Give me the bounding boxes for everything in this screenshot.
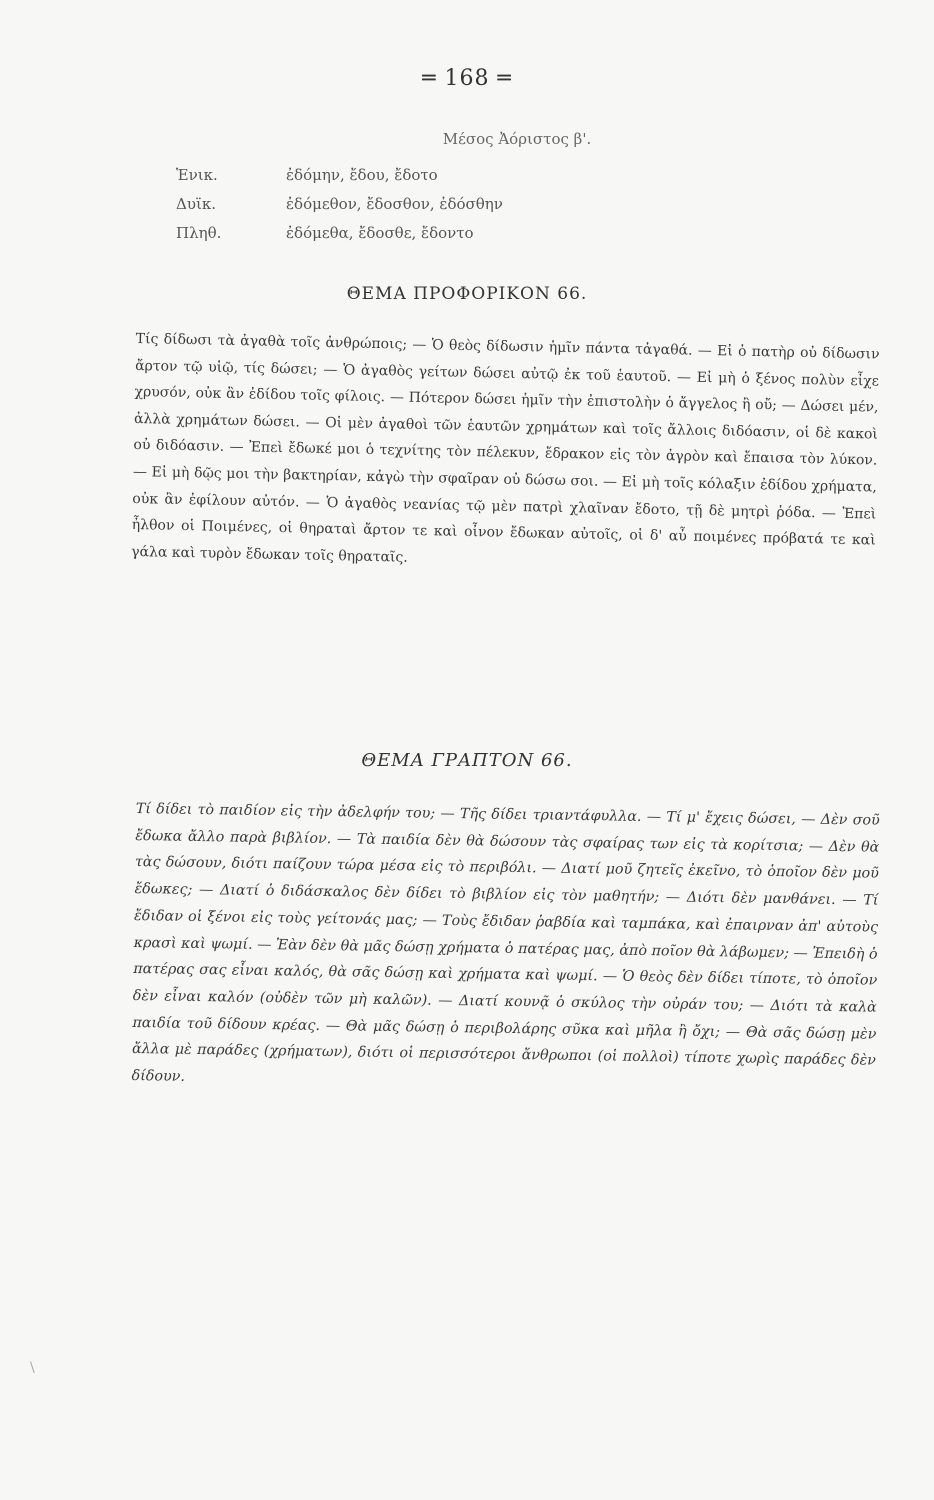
oral-exercise-text: Τίς δίδωσι τὰ ἀγαθὰ τοῖς ἀνθρώποις; — Ὁ θεὸς δίδωσιν ἡμῖν πάντα τἀγαθά. — Εἰ ὁ πατὴρ οὐ δίδωσιν ἄρτον τῷ υἱῷ, τίς δώσει; — Ὁ ἀγαθὸς γείτων δώσει αὐτῷ ἐκ τοῦ ἑαυτοῦ. — Εἰ μὴ ὁ ξένος πολὺν εἶχε χρυσόν, οὐκ ἂν ἐδίδου τοῖς φίλοις. — Πότερον δώσει ἡμῖν τὴν ἐπιστολὴν ὁ ἄγγελος ἢ οὔ; — Δώσει μέν, ἀλλὰ χρημάτων δώσει. — Οἱ μὲν ἀγαθοὶ τῶν ἑαυτῶν χρημάτων καὶ τοῖς ἄλλοις διδόασιν, οἱ δὲ κακοὶ οὐ διδόασιν. — Ἐπεὶ ἔδωκέ μοι ὁ τεχνίτης τὸν πέλεκυν, ἔδρακον εἰς τὸν ἀγρὸν καὶ ἔπαισα τὸν λύκον. — Εἰ μὴ δῷς μοι τὴν βακτηρίαν, κἀγὼ τὴν σφαῖραν οὐ δώσω σοι. — Εἰ μὴ τοῖς κόλαξιν ἐδίδου χρήματα, οὐκ ἂν ἐφίλουν αὐτόν. — Ὁ ἀγαθὸς νεανίας τῷ μὲν πατρὶ χλαῖναν ἔδοτο, τῇ δὲ μητρὶ ῥόδα. — Ἐπεὶ ἦλθον οἱ Ποιμένες, οἱ θηραταὶ ἄρτον τε καὶ οἶνον ἔδωκαν αὐτοῖς, οἱ δ' αὖ ποιμένες πρόβατά τε καὶ γάλα καὶ τυρὸν ἔδωκαν τοῖς θηραταῖς. <box>131 330 880 566</box>
conjugation-row-plural <box>176 224 736 253</box>
tense-heading: Μέσος Ἀόριστος β'. <box>442 130 592 148</box>
conjugation-label: Πληθ. <box>176 224 222 242</box>
conjugation-table <box>176 166 736 253</box>
conjugation-forms: ἐδόμεθα, ἔδοσθε, ἔδοντο <box>286 224 474 242</box>
conjugation-row-singular <box>176 166 736 195</box>
conjugation-row-dual <box>176 195 736 224</box>
oral-exercise-title: ΘΕΜΑ ΠΡΟΦΟΡΙΚΟΝ 66. <box>346 284 588 304</box>
conjugation-label: Δυϊκ. <box>176 195 216 213</box>
written-exercise-title: ΘΕΜΑ ΓΡΑΠΤΟΝ 66. <box>361 750 573 771</box>
conjugation-forms: ἐδόμην, ἔδου, ἔδοτο <box>286 166 438 184</box>
conjugation-forms: ἐδόμεθον, ἔδοσθον, ἐδόσθην <box>286 195 503 213</box>
margin-mark: \ <box>30 1360 35 1376</box>
page-number: ═ 168 ═ <box>422 66 512 91</box>
written-exercise-text: Τί δίδει τὸ παιδίον εἰς τὴν ἀδελφήν του; — Τῆς δίδει τριαντάφυλλα. — Τί μ' ἔχεις δώσει, — Δὲν σοῦ ἔδωκα ἄλλο παρὰ βιβλίον. — Τὰ παιδία δὲν θὰ δώσουν τὰς σφαίρας των εἰς τὰ κορίτσια; — Δὲν θὰ τὰς δώσουν, διότι παίζουν τώρα μέσα εἰς τὸ περιβόλι. — Διατί μοῦ ζητεῖς ἐκεῖνο, τὸ ὁποῖον δὲν μοῦ ἔδωκες; — Διατί ὁ διδάσκαλος δὲν δίδει τὸ βιβλίον εἰς τὸν μαθητήν; — Διότι δὲν μανθάνει. — Τί ἔδιδαν οἱ ξένοι εἰς τοὺς γείτονάς μας; — Τοὺς ἔδιδαν ῥαβδία καὶ ταμπάκα, καὶ ἐπαιρναν ἀπ' αὐτοὺς κρασὶ καὶ ψωμί. — Ἐὰν δὲν θὰ μᾶς δώσῃ χρήματα ὁ πατέρας μας, ἀπὸ ποῖον θὰ λάβωμεν; — Ἐπειδὴ ὁ πατέρας σας εἶναι καλός, θὰ σᾶς δώσῃ καὶ χρήματα καὶ ψωμί. — Ὁ θεὸς δὲν δίδει τίποτε, τὸ ὁποῖον δὲν εἶναι καλόν (οὐδὲν τῶν μὴ καλῶν). — Διατί κουνᾷ ὁ σκύλος τὴν οὐράν του; — Διότι τὰ καλὰ παιδία τοῦ δίδουν κρέας. — Θὰ μᾶς δώσῃ ὁ περιβολάρης σῦκα καὶ μῆλα ἢ ὄχι; — Θὰ σᾶς δώσῃ μὲν ἄλλα μὲ παράδες (χρήματων), διότι οἱ περισσότεροι ἄνθρωποι (οἱ πολλοὶ) τίποτε χωρὶς παράδες δὲν δίδουν. <box>131 800 880 1085</box>
conjugation-label: Ἑνικ. <box>176 166 218 184</box>
